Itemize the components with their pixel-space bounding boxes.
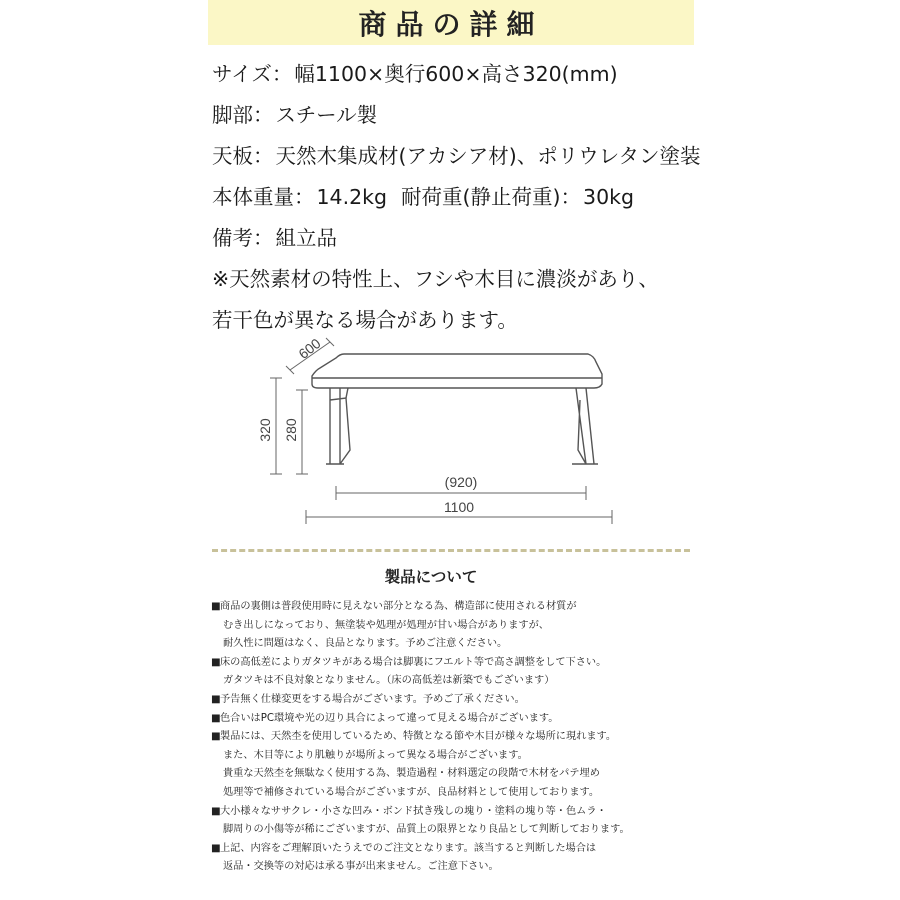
product-notes: [211, 598, 711, 877]
spec-label: 備考: [212, 226, 253, 250]
leg-height-label: 280: [283, 418, 299, 442]
note-line: [211, 635, 711, 654]
spec-label: 天板: [212, 144, 253, 168]
note-line: [211, 803, 711, 822]
note-text: ガタツキは不良対象となりません。（床の高低差は新築でもございます）: [223, 675, 555, 687]
note-bullet: ■: [211, 731, 221, 743]
note-text: 大小様々なササクレ・小さな凹み・ボンド拭き残しの塊り・塗料の塊り等・色ムラ・: [220, 805, 607, 817]
note-text: 処理等で補修されている場合がございますが、良品材料として使用しております。: [223, 786, 600, 798]
note-text: 返品・交換等の対応は承る事が出来ません。ご注意下さい。: [223, 861, 499, 873]
depth-tick: [326, 338, 334, 346]
spec-separator: ：: [294, 185, 315, 209]
note-text: 上記、内容をご理解頂いたうえでのご注文となります。該当すると判断した場合は: [220, 842, 597, 854]
spec-value: 天然木集成材(アカシア材)、ポリウレタン塗装: [275, 144, 701, 168]
note-bullet: ■: [211, 712, 221, 724]
depth-tick: [286, 366, 294, 374]
note-line: [211, 728, 711, 747]
spec-value: スチール製: [275, 103, 378, 127]
note-line: [211, 840, 711, 859]
note-text: 耐久性に問題はなく、良品となります。予めご注意ください。: [223, 638, 508, 650]
about-product-heading: 製品について: [384, 568, 478, 586]
note-line: [211, 858, 711, 877]
spec-separator: ：: [560, 185, 582, 209]
spec-separator: ：: [271, 62, 293, 86]
note-text: 貴重な天然杢を無駄なく使用する為、製造過程・材料選定の段階で木材をパテ埋め: [223, 768, 600, 780]
section-divider: [212, 549, 690, 552]
depth-label: 600: [295, 335, 324, 363]
table-dimension-diagram: [240, 330, 660, 530]
spec-value: 幅1100×奥行600×高さ320(mm): [294, 62, 618, 86]
spec-separator: ：: [253, 144, 274, 168]
caution-line-1: ※天然素材の特性上、フシや木目に濃淡があり、: [212, 267, 659, 291]
note-line: [211, 598, 711, 617]
page-title: 商品の詳細: [358, 7, 544, 41]
note-bullet: ■: [211, 805, 221, 817]
table-drawing: [312, 354, 602, 464]
spec-label: 脚部: [212, 103, 253, 127]
note-line: [211, 654, 711, 673]
spec-load-label: 耐荷重(静止荷重): [401, 185, 561, 209]
note-text: むき出しになっており、無塗装や処理が処理が甘い場合がありますが、: [223, 619, 549, 631]
spec-label: サイズ: [212, 62, 272, 86]
dimension-lines: [270, 338, 612, 524]
spec-value: 組立品: [275, 226, 337, 250]
spec-top-board: [212, 136, 712, 177]
right-leg: [572, 388, 598, 464]
note-line: [211, 617, 711, 636]
note-text: 商品の裏側は普段使用時に見えない部分となる為、構造部に使用される材質が: [220, 601, 577, 612]
note-text: また、木目等により肌触りが場所よって異なる場合がございます。: [223, 749, 528, 761]
spec-legs: [212, 95, 712, 136]
inner-width-label: (920): [444, 474, 478, 490]
note-bullet: ■: [211, 693, 221, 705]
caution-line-2: 若干色が異なる場合があります。: [212, 308, 518, 332]
left-leg: [326, 388, 350, 464]
width-label: 1100: [443, 499, 475, 515]
spec-weight: [212, 177, 712, 218]
spec-load-value: 30kg: [583, 185, 635, 209]
note-text: 床の高低差によりガタツキがある場合は脚裏にフエルト等で高さ調整をして下さい。: [220, 656, 607, 668]
title-banner: [208, 0, 694, 45]
note-line: [211, 691, 711, 710]
spec-size: [212, 54, 712, 95]
spec-label: 本体重量: [212, 185, 294, 209]
left-leg-brace: [346, 388, 348, 398]
spec-separator: ：: [253, 103, 274, 127]
note-line: [211, 765, 711, 784]
note-text: 予告無く仕様変更をする場合がございます。予めご了承ください。: [220, 693, 525, 705]
note-line: [211, 821, 711, 840]
note-line: [211, 747, 711, 766]
spec-separator: ：: [253, 226, 274, 250]
note-text: 製品には、天然杢を使用しているため、特徴となる節や木目が様々な場所に現れます。: [220, 731, 617, 743]
note-line: [211, 710, 711, 729]
note-line: [211, 672, 711, 691]
table-top-outline: [312, 354, 602, 388]
note-bullet: ■: [211, 842, 221, 854]
note-bullet: ■: [211, 601, 221, 612]
spec-remarks: [212, 218, 712, 259]
dimension-labels: [257, 335, 477, 515]
total-height-label: 320: [257, 418, 273, 442]
note-bullet: ■: [211, 656, 221, 668]
note-line: [211, 784, 711, 803]
note-text: 脚周りの小傷等が稀にございますが、品質上の限界となり良品として判断しております。: [223, 824, 630, 836]
spec-value: 14.2kg: [316, 185, 388, 209]
spec-list: [212, 54, 712, 341]
note-text: 色合いはPC環境や光の辺り具合によって違って見える場合がございます。: [220, 712, 559, 724]
